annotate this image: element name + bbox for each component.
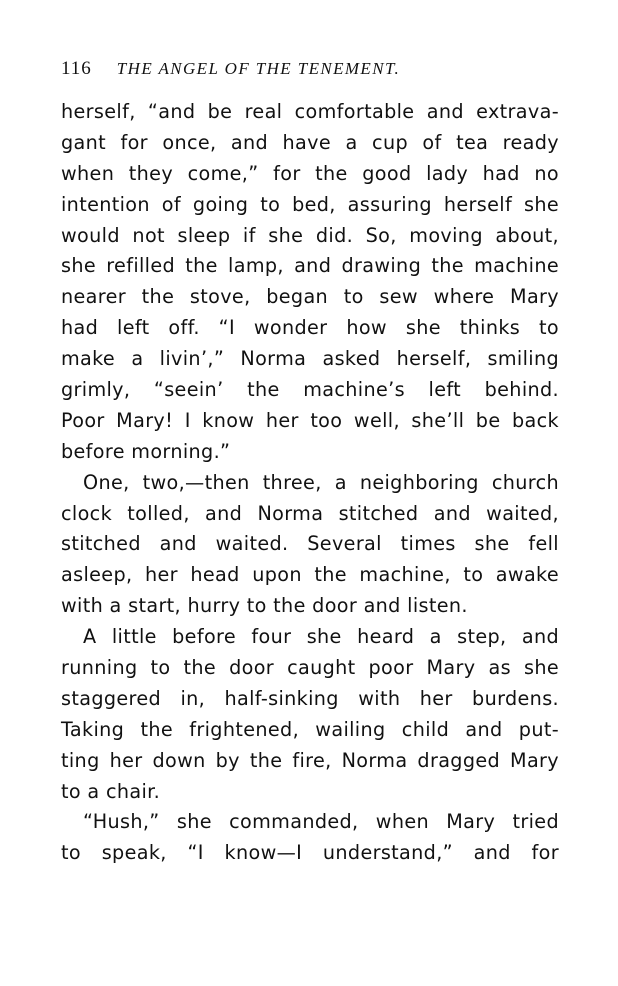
text-line: grimly, “seein’ the machine’s left behind. xyxy=(61,378,559,402)
running-title: THE ANGEL OF THE TENEMENT. xyxy=(116,59,401,78)
text-line: she refilled the lamp, and drawing the machine xyxy=(61,254,559,278)
text-line: before morning.” xyxy=(61,439,231,463)
text-line: intention of going to bed, assuring herself she xyxy=(61,192,559,216)
paragraph-first-line: One, two,—then three, a neighboring church xyxy=(83,470,559,494)
text-line: Poor Mary! I know her too well, she’ll be back xyxy=(61,408,559,432)
text-line: ting her down by the fire, Norma dragged Mary xyxy=(61,748,559,772)
text-line: staggered in, half-sinking with her burdens. xyxy=(61,686,559,710)
text-line: with a start, hurry to the door and listen. xyxy=(61,594,468,618)
text-line: Taking the frightened, wailing child and put- xyxy=(61,717,559,741)
text-line: to speak, “I know—I understand,” and for xyxy=(61,841,559,865)
text-line: when they come,” for the good lady had no xyxy=(61,161,559,185)
page-number: 116 xyxy=(61,58,92,79)
text-line: had left off. “I wonder how she thinks to xyxy=(61,316,559,340)
body-text xyxy=(61,97,559,869)
text-line: to a chair. xyxy=(61,779,161,803)
text-line: herself, “and be real comfortable and extrava- xyxy=(61,100,559,123)
text-line: gant for once, and have a cup of tea ready xyxy=(61,130,559,154)
running-header xyxy=(61,58,561,82)
text-line: running to the door caught poor Mary as she xyxy=(61,656,559,680)
text-line: stitched and waited. Several times she fell xyxy=(61,532,559,556)
text-line: make a livin’,” Norma asked herself, smiling xyxy=(61,347,559,371)
text-line: would not sleep if she did. So, moving about, xyxy=(61,223,559,247)
text-line: nearer the stove, began to sew where Mary xyxy=(61,285,559,309)
text-line: asleep, her head upon the machine, to awake xyxy=(61,563,559,587)
paragraph-first-line: “Hush,” she commanded, when Mary tried xyxy=(83,810,559,834)
paragraph-first-line: A little before four she heard a step, and xyxy=(83,625,559,649)
text-line: clock tolled, and Norma stitched and waited, xyxy=(61,501,559,525)
